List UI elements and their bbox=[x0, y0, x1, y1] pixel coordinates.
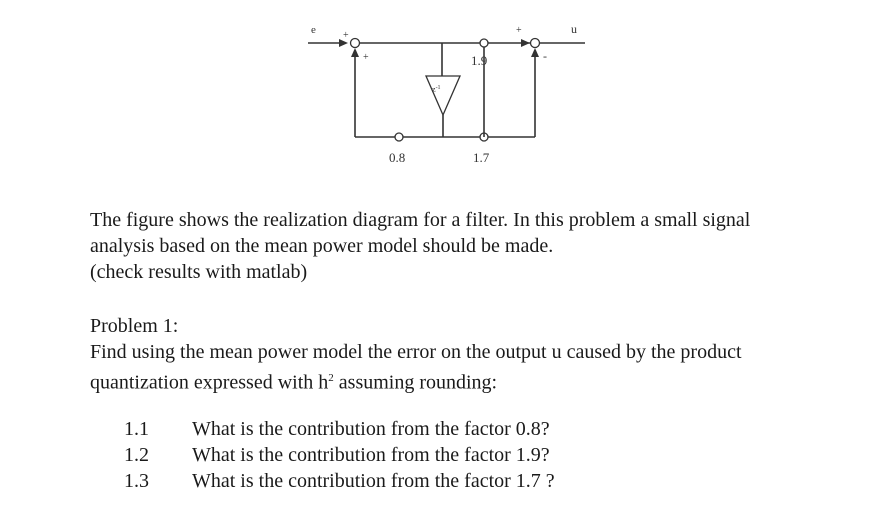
problem-line-2a: quantization expressed with h bbox=[90, 371, 329, 394]
right-feedback-arrow bbox=[531, 48, 539, 57]
question-item bbox=[124, 442, 555, 468]
sum1-bottom-sign: + bbox=[363, 52, 369, 63]
summing-node-1 bbox=[351, 39, 360, 48]
coef-top-label: 1.9 bbox=[471, 53, 488, 68]
left-feedback-arrow bbox=[351, 48, 359, 57]
intro-line-1: The figure shows the realization diagram for a filter. In this problem a small signal bbox=[90, 209, 751, 231]
problem-line-2 bbox=[90, 365, 742, 396]
question-text: What is the contribution from the factor 1.7 ? bbox=[192, 470, 555, 492]
main-arrow bbox=[521, 39, 530, 47]
intro-line-2: analysis based on the mean power model should be made. bbox=[90, 235, 554, 257]
coef-bottom-left-label: 0.8 bbox=[389, 150, 406, 165]
delay-element bbox=[426, 76, 460, 115]
intro-line-3: (check results with matlab) bbox=[90, 261, 308, 283]
delay-symbol: z bbox=[432, 85, 436, 94]
output-label: u bbox=[571, 22, 577, 36]
sum2-bottom-sign: - bbox=[543, 49, 547, 63]
problem-line-2-sup: 2 bbox=[328, 372, 334, 384]
question-text: What is the contribution from the factor 0.8? bbox=[192, 418, 550, 440]
input-label: e bbox=[311, 24, 316, 36]
sum2-top-sign: + bbox=[516, 25, 522, 36]
filter-realization-diagram bbox=[0, 0, 894, 180]
question-number: 1.1 bbox=[124, 418, 149, 440]
intro-paragraph bbox=[90, 207, 750, 285]
coef-node-top bbox=[480, 39, 488, 47]
delay-exponent: -1 bbox=[435, 85, 441, 91]
question-item bbox=[124, 468, 555, 494]
problem-paragraph bbox=[90, 313, 742, 396]
sum1-top-sign: + bbox=[343, 30, 349, 41]
question-list bbox=[124, 416, 555, 494]
question-number: 1.2 bbox=[124, 444, 149, 466]
question-number: 1.3 bbox=[124, 470, 149, 492]
summing-node-2 bbox=[531, 39, 540, 48]
problem-line-2b: assuming rounding: bbox=[333, 371, 498, 394]
question-text: What is the contribution from the factor 1.9? bbox=[192, 444, 550, 466]
coef-bottom-right-label: 1.7 bbox=[473, 150, 490, 165]
problem-line-1: Find using the mean power model the error on the output u caused by the product bbox=[90, 341, 742, 363]
problem-heading: Problem 1: bbox=[90, 315, 179, 337]
coef-node-bottom-left bbox=[395, 133, 403, 141]
question-item bbox=[124, 416, 555, 442]
